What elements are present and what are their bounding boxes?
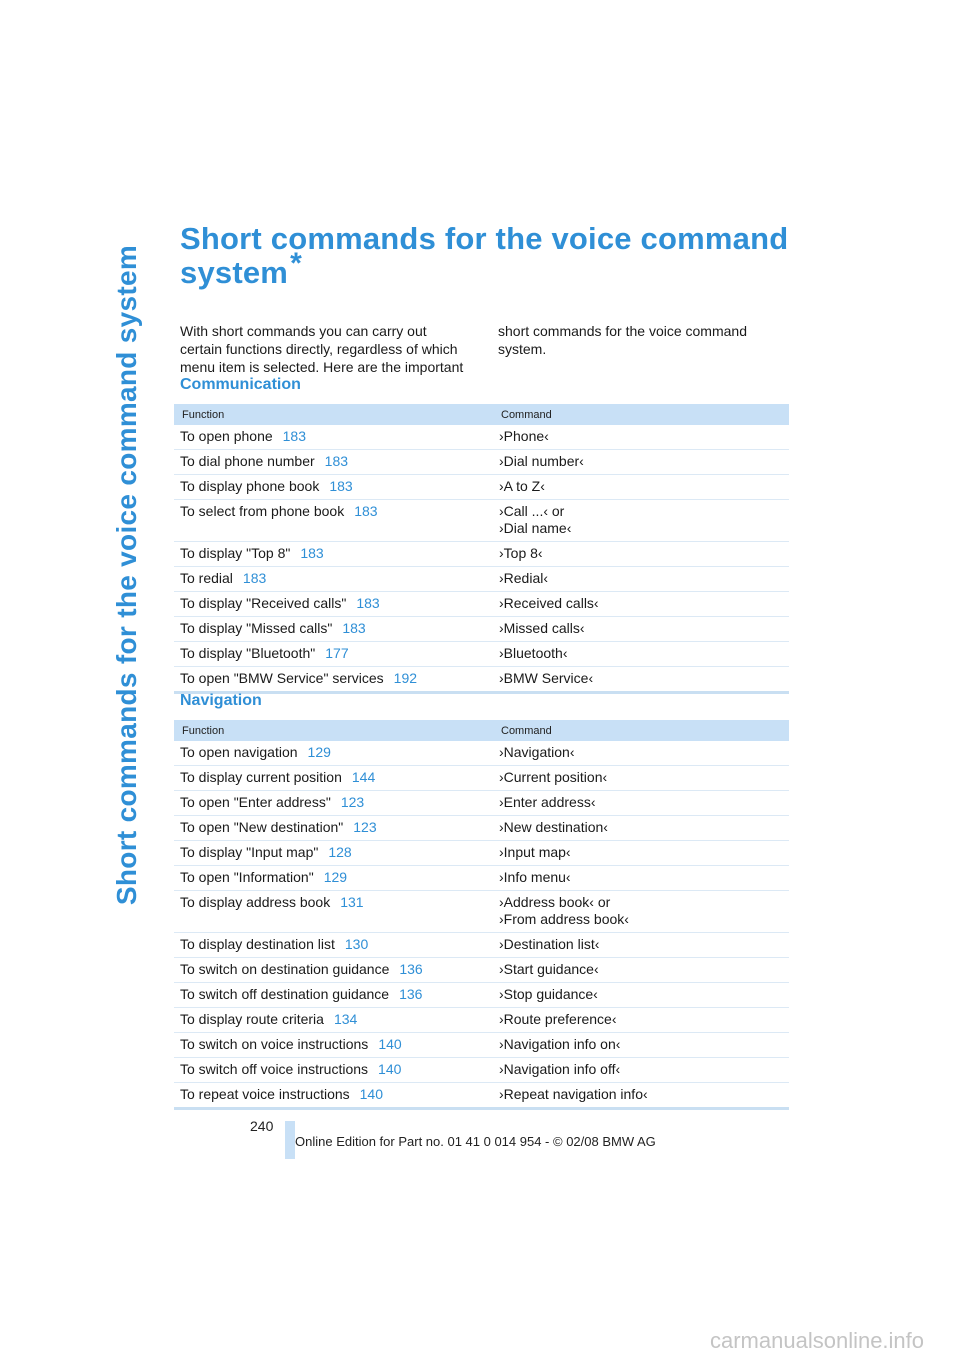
- navigation-rows: [174, 741, 789, 1109]
- optional-equipment-star-icon: *: [290, 247, 302, 280]
- page-reference-link[interactable]: 136: [399, 986, 423, 1002]
- table-row: [174, 958, 789, 983]
- page-reference-link[interactable]: 183: [329, 478, 353, 494]
- function-text: To display "Bluetooth": [180, 645, 316, 661]
- command-cell: ›Missed calls‹: [497, 617, 789, 642]
- command-cell: ›Destination list‹: [497, 933, 789, 958]
- table-row: [174, 667, 789, 693]
- page-reference-link[interactable]: 183: [356, 595, 380, 611]
- command-cell: ›Current position‹: [497, 766, 789, 791]
- function-text: To open "Information": [180, 869, 314, 885]
- function-text: To repeat voice instructions: [180, 1086, 350, 1102]
- table-row: [174, 816, 789, 841]
- page-title: [180, 222, 820, 291]
- command-cell: ›Navigation info on‹: [497, 1033, 789, 1058]
- function-cell: [174, 592, 497, 617]
- command-line-alt: ›From address book‹: [499, 911, 629, 927]
- command-line: ›Address book‹ or: [499, 894, 611, 910]
- command-cell: ›Top 8‹: [497, 542, 789, 567]
- function-cell: [174, 766, 497, 791]
- page-reference-link[interactable]: 183: [242, 570, 267, 586]
- function-text: To open "New destination": [180, 819, 344, 835]
- function-text: To dial phone number: [180, 453, 315, 469]
- communication-table: [174, 404, 789, 694]
- table-row: [174, 475, 789, 500]
- table-row: [174, 983, 789, 1008]
- column-header-function: Function: [174, 720, 497, 741]
- command-cell: ›Navigation info off‹: [497, 1058, 789, 1083]
- command-cell: ›Redial‹: [497, 567, 789, 592]
- function-text: To display "Input map": [180, 844, 319, 860]
- function-cell: [174, 983, 497, 1008]
- command-cell: ›Info menu‹: [497, 866, 789, 891]
- page-reference-link[interactable]: 183: [300, 545, 324, 561]
- page-reference-link[interactable]: 136: [399, 961, 423, 977]
- function-cell: [174, 816, 497, 841]
- table-row: [174, 1058, 789, 1083]
- page-reference-link[interactable]: 134: [333, 1011, 358, 1027]
- function-cell: [174, 891, 497, 933]
- page-reference-link[interactable]: 183: [324, 453, 349, 469]
- command-cell: ›Input map‹: [497, 841, 789, 866]
- function-text: To switch on voice instructions: [180, 1036, 369, 1052]
- command-cell: ›Received calls‹: [497, 592, 789, 617]
- intro-paragraph: With short commands you can carry out certain functions directly, regardless of which menu item is selected. Here are the important short commands for the voice command system.: [180, 323, 747, 375]
- function-text: To display route criteria: [180, 1011, 324, 1027]
- function-cell: [174, 642, 497, 667]
- function-text: To display destination list: [180, 936, 335, 952]
- function-text: To display phone book: [180, 478, 320, 494]
- table-row: [174, 642, 789, 667]
- command-cell: ›Phone‹: [497, 425, 789, 450]
- table-row: [174, 1033, 789, 1058]
- command-cell: ›Stop guidance‹: [497, 983, 789, 1008]
- table-row: [174, 450, 789, 475]
- function-text: To display address book: [180, 894, 331, 910]
- table-row: [174, 617, 789, 642]
- function-text: To open "Enter address": [180, 794, 331, 810]
- function-cell: [174, 425, 497, 450]
- function-cell: [174, 1008, 497, 1033]
- side-chapter-title: [102, 232, 152, 918]
- page-reference-link[interactable]: 130: [344, 936, 369, 952]
- command-line-alt: ›Dial name‹: [499, 520, 572, 536]
- command-line: ›Call ...‹ or: [499, 503, 565, 519]
- function-text: To display "Missed calls": [180, 620, 333, 636]
- page-reference-link[interactable]: 177: [325, 645, 349, 661]
- page-reference-link[interactable]: 140: [378, 1036, 402, 1052]
- function-cell: [174, 567, 497, 592]
- page-reference-link[interactable]: 140: [359, 1086, 383, 1102]
- function-cell: [174, 617, 497, 642]
- table-header-row: [174, 404, 789, 425]
- table-row: [174, 567, 789, 592]
- page-reference-link[interactable]: 140: [378, 1061, 402, 1077]
- function-cell: [174, 1058, 497, 1083]
- function-text: To select from phone book: [180, 503, 345, 519]
- function-text: To redial: [180, 570, 233, 586]
- function-cell: [174, 933, 497, 958]
- function-cell: [174, 1083, 497, 1109]
- watermark: carmanualsonline.info: [710, 1328, 925, 1353]
- function-text: To display current position: [180, 769, 342, 785]
- function-text: To display "Top 8": [180, 545, 291, 561]
- table-header-row: [174, 720, 789, 741]
- command-cell: [497, 891, 789, 933]
- function-cell: [174, 866, 497, 891]
- command-cell: ›Enter address‹: [497, 791, 789, 816]
- column-header-command: Command: [497, 404, 789, 425]
- command-cell: ›Navigation‹: [497, 741, 789, 766]
- communication-heading: Communication: [180, 376, 301, 393]
- table-row: [174, 841, 789, 866]
- function-cell: [174, 475, 497, 500]
- page-reference-link[interactable]: 183: [282, 428, 306, 444]
- page-number: 240: [250, 1118, 274, 1134]
- table-row: [174, 1008, 789, 1033]
- function-text: To display "Received calls": [180, 595, 347, 611]
- function-cell: [174, 741, 497, 766]
- table-row: [174, 933, 789, 958]
- table-row: [174, 766, 789, 791]
- command-cell: ›Route preference‹: [497, 1008, 789, 1033]
- footer-edition-text: Online Edition for Part no. 01 41 0 014 954 - © 02/08 BMW AG: [295, 1134, 656, 1149]
- table-row: [174, 592, 789, 617]
- function-cell: [174, 958, 497, 983]
- command-cell: ›Repeat navigation info‹: [497, 1083, 789, 1109]
- command-cell: ›New destination‹: [497, 816, 789, 841]
- page-reference-link[interactable]: 144: [351, 769, 376, 785]
- navigation-heading: Navigation: [180, 692, 262, 709]
- navigation-table: [174, 720, 789, 1110]
- function-cell: [174, 542, 497, 567]
- function-text: To switch off voice instructions: [180, 1061, 369, 1077]
- footer-accent-bar: [285, 1121, 295, 1159]
- page-reference-link[interactable]: 183: [342, 620, 366, 636]
- page-reference-link[interactable]: 129: [323, 869, 348, 885]
- command-cell: ›Bluetooth‹: [497, 642, 789, 667]
- function-cell: [174, 841, 497, 866]
- function-text: To open phone: [180, 428, 273, 444]
- column-header-function: Function: [174, 404, 497, 425]
- command-cell: ›BMW Service‹: [497, 667, 789, 693]
- command-cell: ›A to Z‹: [497, 475, 789, 500]
- table-row: [174, 791, 789, 816]
- command-cell: [497, 500, 789, 542]
- function-text: To switch on destination guidance: [180, 961, 390, 977]
- page-reference-link[interactable]: 128: [328, 844, 352, 860]
- page-reference-link[interactable]: 131: [340, 894, 364, 910]
- page-reference-link[interactable]: 123: [353, 819, 377, 835]
- function-cell: [174, 1033, 497, 1058]
- table-row: [174, 542, 789, 567]
- function-cell: [174, 791, 497, 816]
- page-reference-link[interactable]: 129: [307, 744, 331, 760]
- table-row: [174, 425, 789, 450]
- table-row: [174, 500, 789, 542]
- function-cell: [174, 450, 497, 475]
- command-cell: ›Dial number‹: [497, 450, 789, 475]
- table-row: [174, 891, 789, 933]
- page-reference-link[interactable]: 192: [393, 670, 418, 686]
- function-text: To switch off destination guidance: [180, 986, 390, 1002]
- communication-rows: [174, 425, 789, 693]
- side-chapter-title-text: Short commands for the voice command system: [111, 244, 142, 906]
- function-cell: [174, 667, 497, 693]
- command-cell: ›Start guidance‹: [497, 958, 789, 983]
- page-reference-link[interactable]: 123: [340, 794, 365, 810]
- table-row: [174, 1083, 789, 1109]
- table-row: [174, 741, 789, 766]
- page-title-text: Short commands for the voice command system: [180, 221, 789, 290]
- function-cell: [174, 500, 497, 542]
- table-row: [174, 866, 789, 891]
- function-text: To open navigation: [180, 744, 298, 760]
- column-header-command: Command: [497, 720, 789, 741]
- function-text: To open "BMW Service" services: [180, 670, 384, 686]
- page-reference-link[interactable]: 183: [354, 503, 378, 519]
